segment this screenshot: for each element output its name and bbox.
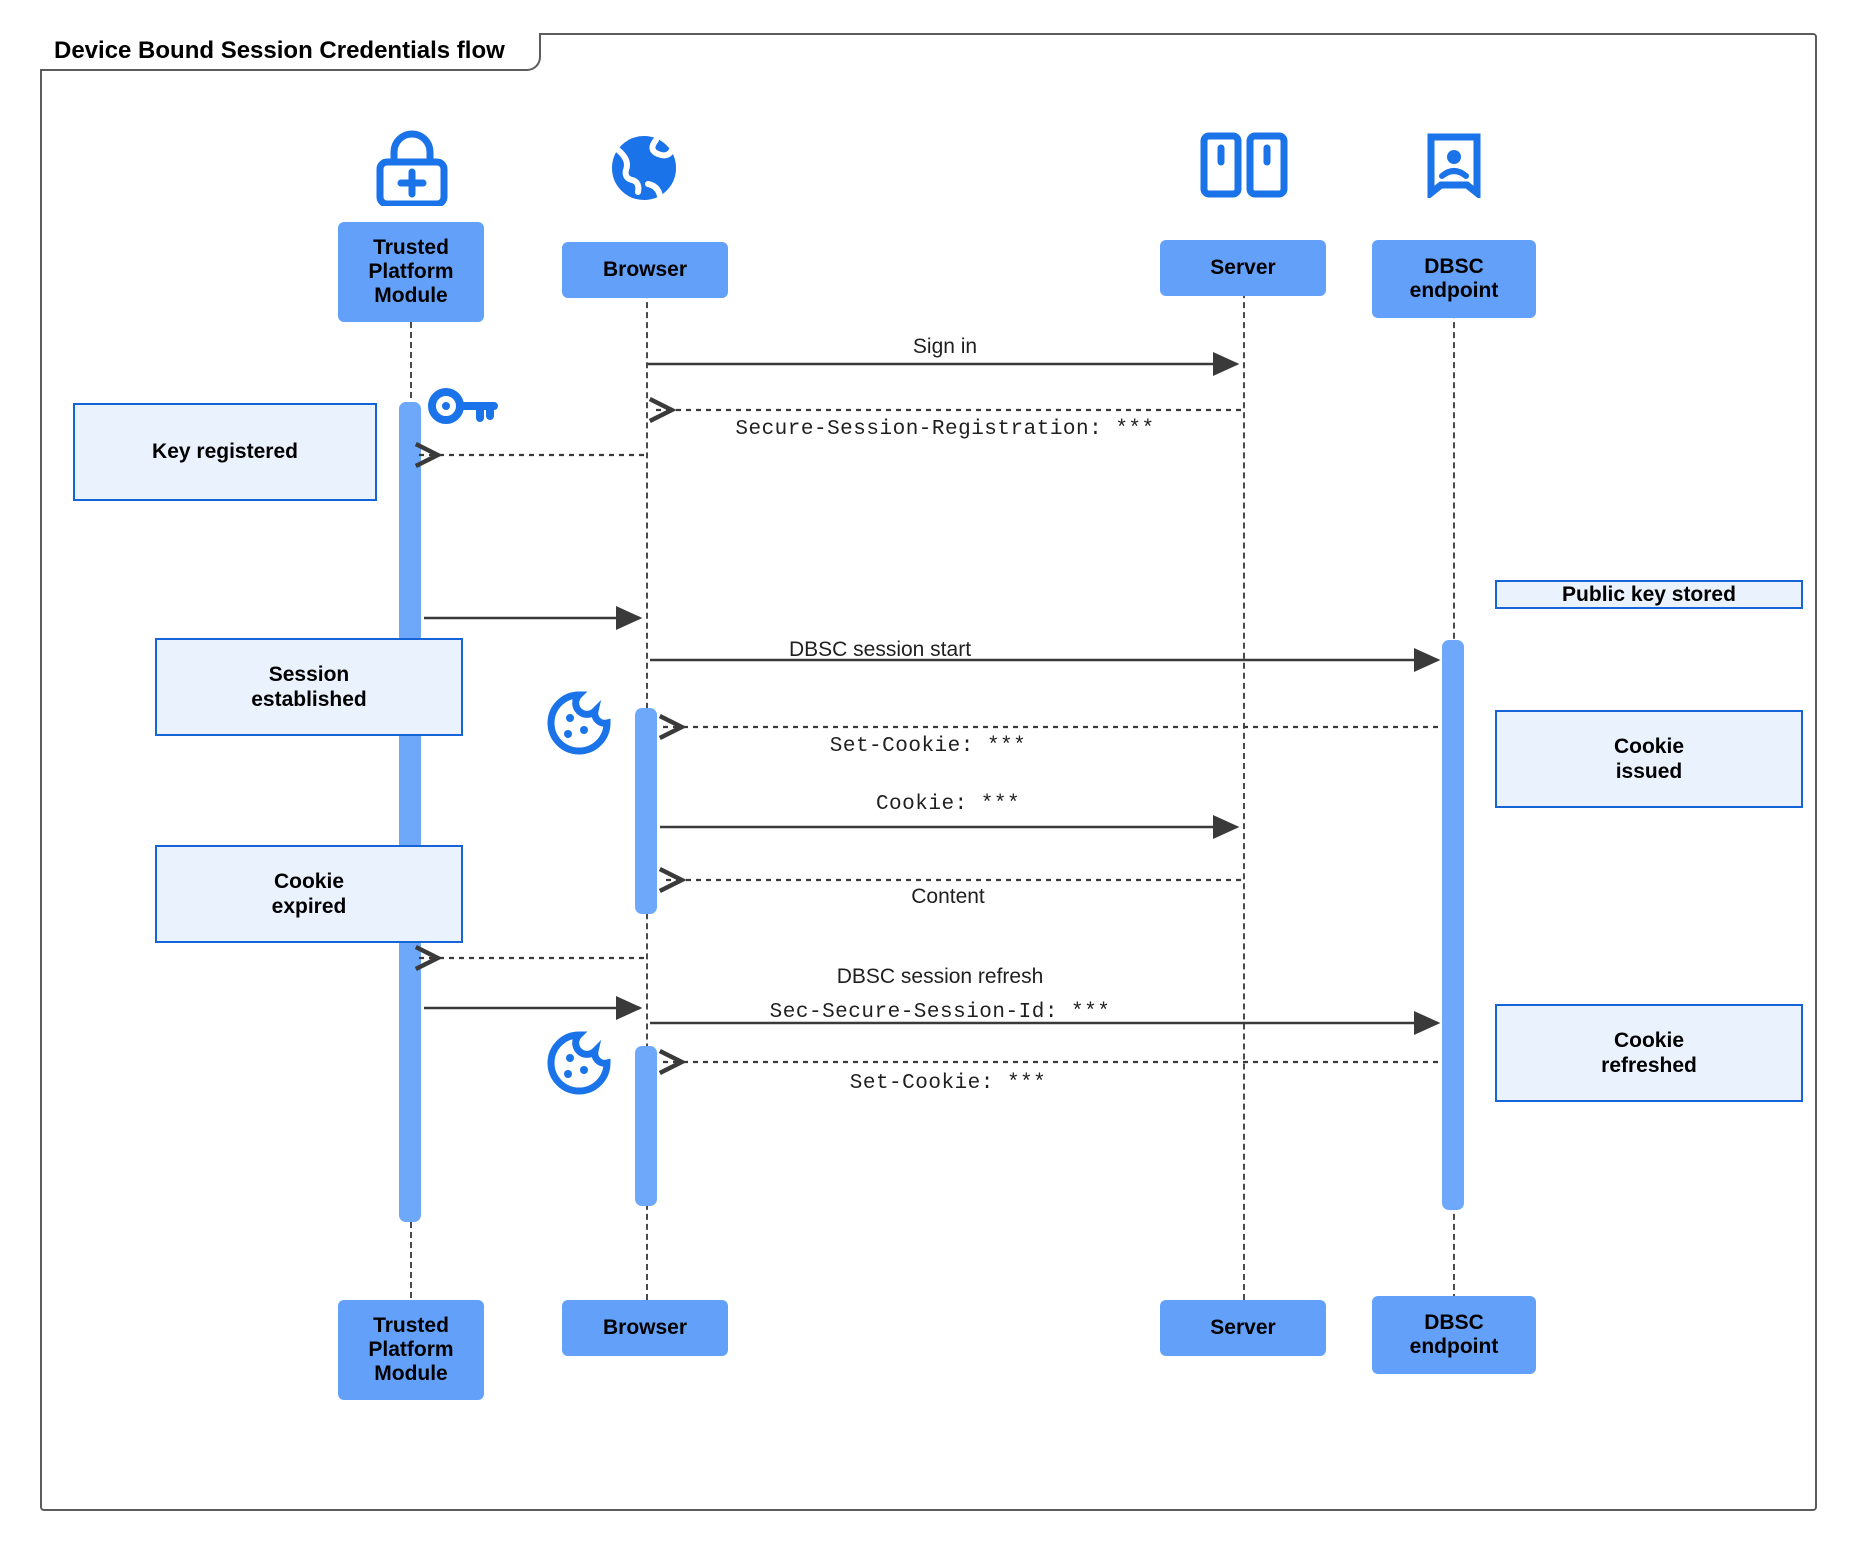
participant-browser-bottom[interactable]: [562, 1300, 728, 1356]
message-label-sec-secure-session-id: Sec-Secure-Session-Id: ***: [769, 1001, 1111, 1024]
message-label-dbsc-session-refresh: DBSC session refresh: [836, 965, 1044, 988]
participant-tpm-bottom[interactable]: [338, 1300, 484, 1400]
participant-tpm-bottom-label-line3: Module: [374, 1362, 448, 1386]
participant-dbsc-label-line2: endpoint: [1409, 279, 1499, 302]
activation-browser-refresh: [635, 1046, 657, 1206]
note-session-established-line2: established: [251, 688, 367, 711]
message-label-set-cookie-2: Set-Cookie: ***: [849, 1072, 1047, 1095]
participant-tpm-label-line1: Trusted: [373, 235, 449, 259]
participant-dbsc-bottom[interactable]: [1372, 1296, 1536, 1374]
note-cookie-issued-line2: issued: [1615, 760, 1683, 783]
participant-server-label: Server: [1210, 255, 1276, 279]
message-label-secure-session-registration: Secure-Session-Registration: ***: [735, 418, 1155, 441]
message-label-cookie: Cookie: ***: [875, 793, 1021, 816]
note-cookie-expired-line2: expired: [271, 895, 347, 918]
participant-dbsc-bottom-label-line2: endpoint: [1409, 1335, 1499, 1358]
activation-tpm: [399, 402, 421, 1222]
participant-server-bottom[interactable]: [1160, 1300, 1326, 1356]
note-cookie-expired: [155, 845, 463, 943]
note-cookie-refreshed-line2: refreshed: [1601, 1054, 1697, 1077]
note-public-key-stored-text: Public key stored: [1562, 583, 1736, 606]
server-racks-icon: [1198, 132, 1290, 203]
key-icon: [428, 383, 500, 434]
lifeline-server: [1243, 252, 1245, 1300]
note-cookie-expired-line1: Cookie: [273, 869, 344, 893]
note-cookie-issued: [1495, 710, 1803, 808]
cookie-icon: [546, 690, 612, 761]
participant-server-top[interactable]: [1160, 240, 1326, 296]
id-badge-icon: [1425, 132, 1483, 203]
activation-browser-session: [635, 708, 657, 914]
participant-tpm-bottom-label-line1: Trusted: [373, 1313, 449, 1337]
note-public-key-stored: [1495, 580, 1803, 609]
message-label-set-cookie-1: Set-Cookie: ***: [829, 735, 1027, 758]
participant-browser-bottom-label: Browser: [602, 1315, 688, 1339]
participant-dbsc-label-line1: DBSC: [1424, 254, 1484, 278]
message-label-sign-in: Sign in: [912, 335, 978, 358]
participant-tpm-bottom-label-line2: Platform: [368, 1337, 454, 1361]
note-key-registered: [73, 403, 377, 501]
lock-plus-icon: [372, 128, 452, 211]
participant-dbsc-bottom-label-line1: DBSC: [1424, 1310, 1484, 1334]
note-session-established-line1: Session: [268, 662, 350, 686]
participant-tpm-label-line3: Module: [374, 284, 448, 308]
participant-browser-label: Browser: [602, 257, 688, 281]
participant-tpm-label-line2: Platform: [368, 259, 454, 283]
note-cookie-refreshed: [1495, 1004, 1803, 1102]
note-session-established: [155, 638, 463, 736]
cookie-icon: [546, 1030, 612, 1101]
activation-dbsc: [1442, 640, 1464, 1210]
participant-browser-top[interactable]: [562, 242, 728, 298]
participant-server-bottom-label: Server: [1210, 1315, 1276, 1339]
note-cookie-issued-line1: Cookie: [1613, 734, 1684, 758]
participant-dbsc-top[interactable]: [1372, 240, 1536, 318]
message-label-content: Content: [911, 885, 985, 908]
diagram-title: Device Bound Session Credentials flow: [40, 33, 541, 71]
message-label-dbsc-session-start: DBSC session start: [788, 638, 972, 661]
globe-icon: [604, 130, 684, 211]
note-cookie-refreshed-line1: Cookie: [1613, 1028, 1684, 1052]
participant-tpm-top[interactable]: [338, 222, 484, 322]
note-key-registered-text: Key registered: [152, 440, 298, 464]
